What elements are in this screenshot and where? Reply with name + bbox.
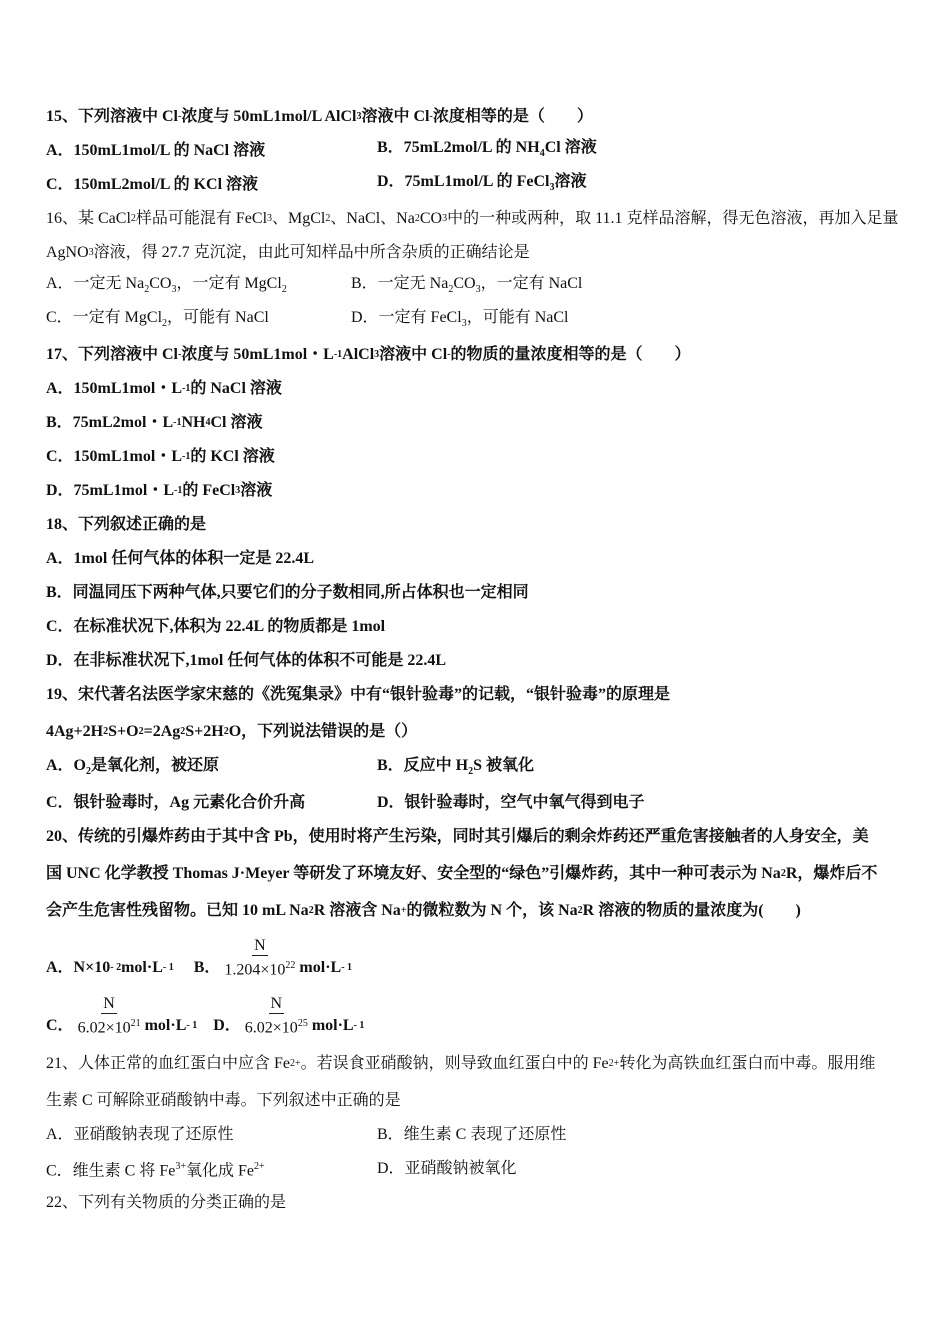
text-line xyxy=(46,508,916,542)
text-run: 浓度与 50mL1mol/L AlCl xyxy=(181,108,357,125)
text-run: mol·L xyxy=(311,1017,354,1034)
text-run: D．75mL1mol・L xyxy=(46,482,175,499)
answer-option xyxy=(351,306,568,336)
text-supscript: -1 xyxy=(182,451,191,462)
denominator-exponent: 25 xyxy=(297,1017,308,1029)
text-line xyxy=(46,236,916,270)
text-line xyxy=(46,644,916,678)
text-run: 样品可能混有 FeCl xyxy=(135,210,268,227)
text-line xyxy=(46,820,916,854)
text-run: C．150mL1mol・L xyxy=(46,448,183,465)
text-run: 、NaCl、Na xyxy=(330,210,415,227)
text-run: CO xyxy=(419,210,443,227)
text-subscript: 2 xyxy=(138,726,144,737)
text-run: S+O xyxy=(108,723,139,740)
answer-option xyxy=(377,791,645,815)
text-run: B．同温同压下两种气体,只要它们的分子数相同,所占体积也一定相同 xyxy=(46,584,529,601)
text-run: 21、人体正常的血红蛋白中应含 Fe xyxy=(46,1055,291,1072)
text-run: D．一定有 FeCl xyxy=(351,308,462,326)
text-subscript: 2 xyxy=(130,213,136,224)
text-run: NH xyxy=(181,414,206,431)
text-run: 浓度与 50mL1mol・L xyxy=(181,346,334,363)
text-supscript: - xyxy=(429,111,433,122)
text-run: D．亚硝酸钠被氧化 xyxy=(377,1160,517,1177)
text-run: 是氧化剂，被还原 xyxy=(91,756,220,774)
answer-option xyxy=(46,139,377,163)
fraction-denominator xyxy=(224,956,295,980)
text-subscript: 3 xyxy=(374,349,380,360)
text-subscript: 3 xyxy=(442,213,448,224)
text-subscript: 2 xyxy=(308,905,314,916)
text-line xyxy=(46,1186,916,1220)
text-line xyxy=(46,894,916,928)
text-run: 的物质的量浓度相等的是（ ） xyxy=(450,346,691,363)
text-supscript: - 1 xyxy=(341,962,353,973)
text-run: A．150mL1mol/L 的 NaCl 溶液 xyxy=(46,142,266,159)
text-subscript: 3 xyxy=(549,182,555,194)
answer-option xyxy=(377,1157,517,1181)
text-run: mol·L xyxy=(144,1017,187,1034)
text-supscript: 3+ xyxy=(175,1160,186,1172)
text-run: ，可能有 NaCl xyxy=(167,308,269,326)
fraction-numerator: N xyxy=(254,936,266,954)
text-line xyxy=(46,928,916,986)
text-run: R 溶液的物质的量浓度为( ) xyxy=(582,902,801,919)
text-run: 的 NaCl 溶液 xyxy=(190,380,282,397)
text-subscript: 4 xyxy=(539,148,545,160)
text-run: 。若误食亚硝酸钠，则导致血红蛋白中的 Fe xyxy=(300,1055,609,1072)
text-run: 浓度相等的是（ ） xyxy=(432,108,593,125)
text-subscript: 2 xyxy=(103,726,109,737)
answer-option xyxy=(46,1155,377,1183)
text-run: CO xyxy=(149,274,172,292)
text-line xyxy=(46,678,916,712)
text-subscript: 2 xyxy=(448,284,454,296)
answer-option xyxy=(46,1123,377,1147)
text-run: R，爆炸后不 xyxy=(785,865,878,882)
text-subscript: 2 xyxy=(577,905,583,916)
text-subscript: 3 xyxy=(461,318,467,330)
text-subscript: 3 xyxy=(475,284,481,296)
text-run: 溶液 xyxy=(240,482,273,499)
answer-option xyxy=(46,173,377,197)
text-run: mol·L xyxy=(121,959,163,976)
text-line xyxy=(46,1044,916,1084)
text-supscript: 2+ xyxy=(290,1058,301,1069)
answer-option xyxy=(377,136,597,166)
text-supscript: + xyxy=(400,905,407,916)
text-run: R 溶液含 Na xyxy=(313,902,401,919)
text-subscript: 2 xyxy=(780,868,786,879)
denominator-base: 6.02×10 xyxy=(77,1019,131,1036)
text-line xyxy=(46,712,916,752)
text-line xyxy=(46,440,916,474)
text-run: C．150mL2mol/L 的 KCl 溶液 xyxy=(46,176,259,193)
text-subscript: 2 xyxy=(414,213,420,224)
text-run: ，一定有 MgCl xyxy=(176,274,282,292)
text-line xyxy=(46,338,916,372)
text-run: A．一定无 Na xyxy=(46,274,145,292)
text-supscript: - 2 xyxy=(110,962,122,973)
text-run: CO xyxy=(453,274,476,292)
text-run: C．在标准状况下,体积为 22.4L 的物质都是 1mol xyxy=(46,618,386,635)
text-run: B．75mL2mol・L xyxy=(46,414,174,431)
fraction-denominator xyxy=(78,1014,141,1038)
text-line xyxy=(46,202,916,236)
denominator-base: 1.204×10 xyxy=(224,961,286,978)
text-supscript: -1 xyxy=(182,383,191,394)
text-run: 的 KCl 溶液 xyxy=(190,448,275,465)
text-supscript: - 1 xyxy=(353,1020,365,1031)
text-subscript: 2 xyxy=(86,766,92,778)
text-line xyxy=(46,610,916,644)
text-run: ，可能有 NaCl xyxy=(466,308,569,326)
text-run: 16、某 CaCl xyxy=(46,210,131,227)
text-run: B．一定无 Na xyxy=(351,274,449,292)
denominator-exponent: 21 xyxy=(130,1017,141,1029)
text-run: Cl 溶液 xyxy=(210,414,263,431)
option-row xyxy=(46,1118,916,1152)
text-run: A．O xyxy=(46,756,87,774)
text-line xyxy=(46,1084,916,1118)
fraction xyxy=(245,995,308,1038)
text-line xyxy=(46,854,916,894)
text-supscript: - 1 xyxy=(162,962,174,973)
text-line xyxy=(46,372,916,406)
text-subscript: 2 xyxy=(281,284,287,296)
answer-option xyxy=(351,272,582,302)
text-run: mol·L xyxy=(299,959,342,976)
text-run: 溶液中 Cl xyxy=(361,108,430,125)
text-run: A．N×10 xyxy=(46,959,111,976)
text-subscript: 4 xyxy=(205,417,211,428)
text-run: 氧化成 Fe xyxy=(186,1162,255,1180)
text-run: 溶液，得 27.7 克沉淀，由此可知样品中所含杂质的正确结论是 xyxy=(93,244,530,261)
text-run: D．银针验毒时，空气中氧气得到电子 xyxy=(377,794,645,811)
text-run: S 被氧化 xyxy=(473,756,535,774)
text-run: C．银针验毒时，Ag 元素化合价升高 xyxy=(46,794,306,811)
text-subscript: 3 xyxy=(235,485,241,496)
answer-option xyxy=(377,170,586,200)
text-run: =2Ag xyxy=(143,723,181,740)
text-run: AgNO xyxy=(46,244,89,261)
text-run: A．亚硝酸钠表现了还原性 xyxy=(46,1126,234,1143)
option-row xyxy=(46,1152,916,1186)
text-line xyxy=(46,986,916,1044)
text-supscript: 2+ xyxy=(254,1160,265,1172)
answer-option xyxy=(46,306,351,336)
text-line xyxy=(46,474,916,508)
option-row xyxy=(46,134,916,168)
text-subscript: 2 xyxy=(180,726,186,737)
text-supscript: - 1 xyxy=(186,1020,198,1031)
text-subscript: 2 xyxy=(468,766,474,778)
text-run: 18、下列叙述正确的是 xyxy=(46,516,207,533)
question-content xyxy=(46,100,916,1220)
text-subscript: 3 xyxy=(356,111,362,122)
option-row xyxy=(46,752,916,786)
text-run: B．75mL2mol/L 的 NH xyxy=(377,138,540,156)
text-supscript: -1 xyxy=(173,417,182,428)
text-run: 、MgCl xyxy=(272,210,326,227)
text-run: O，下列说法错误的是（） xyxy=(228,723,418,740)
answer-option xyxy=(46,754,377,784)
text-run: 溶液中 Cl xyxy=(379,346,448,363)
text-subscript: 3 xyxy=(267,213,273,224)
text-subscript: 3 xyxy=(88,247,94,258)
answer-option xyxy=(377,754,534,784)
text-supscript: -1 xyxy=(174,485,183,496)
text-run: 17、下列溶液中 Cl xyxy=(46,346,179,363)
text-run: A．150mL1mol・L xyxy=(46,380,183,397)
text-supscript: - xyxy=(178,111,182,122)
option-row xyxy=(46,304,916,338)
text-run: C． xyxy=(46,1017,74,1034)
text-supscript: 2+ xyxy=(608,1058,620,1069)
text-line xyxy=(46,100,916,134)
text-run: ，一定有 NaCl xyxy=(480,274,583,292)
text-run: D．75mL1mol/L 的 FeCl xyxy=(377,172,550,190)
text-run: 溶液 xyxy=(554,172,587,190)
answer-option xyxy=(46,791,377,815)
text-run: 中的一种或两种，取 11.1 克样品溶解，得无色溶液，再加入足量 xyxy=(447,210,899,227)
text-subscript: 2 xyxy=(144,284,150,296)
text-run: 会产生危害性残留物。已知 10 mL Na xyxy=(46,902,309,919)
text-run: 19、宋代著名法医学家宋慈的《洗冤集录》中有“银针验毒”的记载，“银针验毒”的原理是 xyxy=(46,686,671,703)
text-subscript: 3 xyxy=(171,284,177,296)
fraction-denominator xyxy=(245,1014,308,1038)
fraction-numerator: N xyxy=(270,994,283,1012)
text-run: 生素 C 可解除亚硝酸钠中毒。下列叙述中正确的是 xyxy=(46,1092,401,1109)
text-run: B．维生素 C 表现了还原性 xyxy=(377,1126,567,1143)
text-run: 15、下列溶液中 Cl xyxy=(46,108,179,125)
text-supscript: - xyxy=(178,349,182,360)
text-run: D． xyxy=(197,1017,241,1034)
fraction xyxy=(224,937,295,980)
text-subscript: 2 xyxy=(325,213,331,224)
text-run: 国 UNC 化学教授 Thomas J·Meyer 等研发了环境友好、安全型的“绿色”引爆炸药，其中一种可表示为 Na xyxy=(46,865,781,882)
text-run: D．在非标准状况下,1mol 任何气体的体积不可能是 22.4L xyxy=(46,652,447,669)
fraction-numerator: N xyxy=(103,994,115,1012)
text-run: 20、传统的引爆炸药由于其中含 Pb，使用时将产生污染，同时其引爆后的剩余炸药还严重危害接触者的人身安全，美 xyxy=(46,828,869,845)
text-run: 转化为高铁血红蛋白而中毒。服用维 xyxy=(619,1055,876,1072)
text-run: B．反应中 H xyxy=(377,756,469,774)
text-run: 的 FeCl xyxy=(182,482,236,499)
denominator-base: 6.02×10 xyxy=(244,1019,298,1036)
denominator-exponent: 22 xyxy=(285,959,296,971)
text-supscript: -1 xyxy=(333,349,343,360)
text-run: 的微粒数为 N 个，该 Na xyxy=(406,902,578,919)
text-subscript: 2 xyxy=(162,318,168,330)
text-run: AlCl xyxy=(342,346,375,363)
text-run: C．维生素 C 将 Fe xyxy=(46,1162,176,1180)
text-run: A．1mol 任何气体的体积一定是 22.4L xyxy=(46,550,315,567)
text-line xyxy=(46,406,916,440)
text-run: 4Ag+2H xyxy=(46,723,104,740)
text-supscript: - xyxy=(447,349,451,360)
answer-option xyxy=(46,272,351,302)
text-run: C．一定有 MgCl xyxy=(46,308,163,326)
text-run: 22、下列有关物质的分类正确的是 xyxy=(46,1194,287,1211)
option-row xyxy=(46,270,916,304)
text-run: B． xyxy=(173,959,221,976)
option-row xyxy=(46,786,916,820)
text-subscript: 2 xyxy=(223,726,229,737)
text-run: S+2H xyxy=(185,723,224,740)
text-run: Cl 溶液 xyxy=(544,138,597,156)
fraction xyxy=(78,995,141,1038)
answer-option xyxy=(377,1123,566,1147)
text-line xyxy=(46,542,916,576)
option-row xyxy=(46,168,916,202)
text-line xyxy=(46,576,916,610)
